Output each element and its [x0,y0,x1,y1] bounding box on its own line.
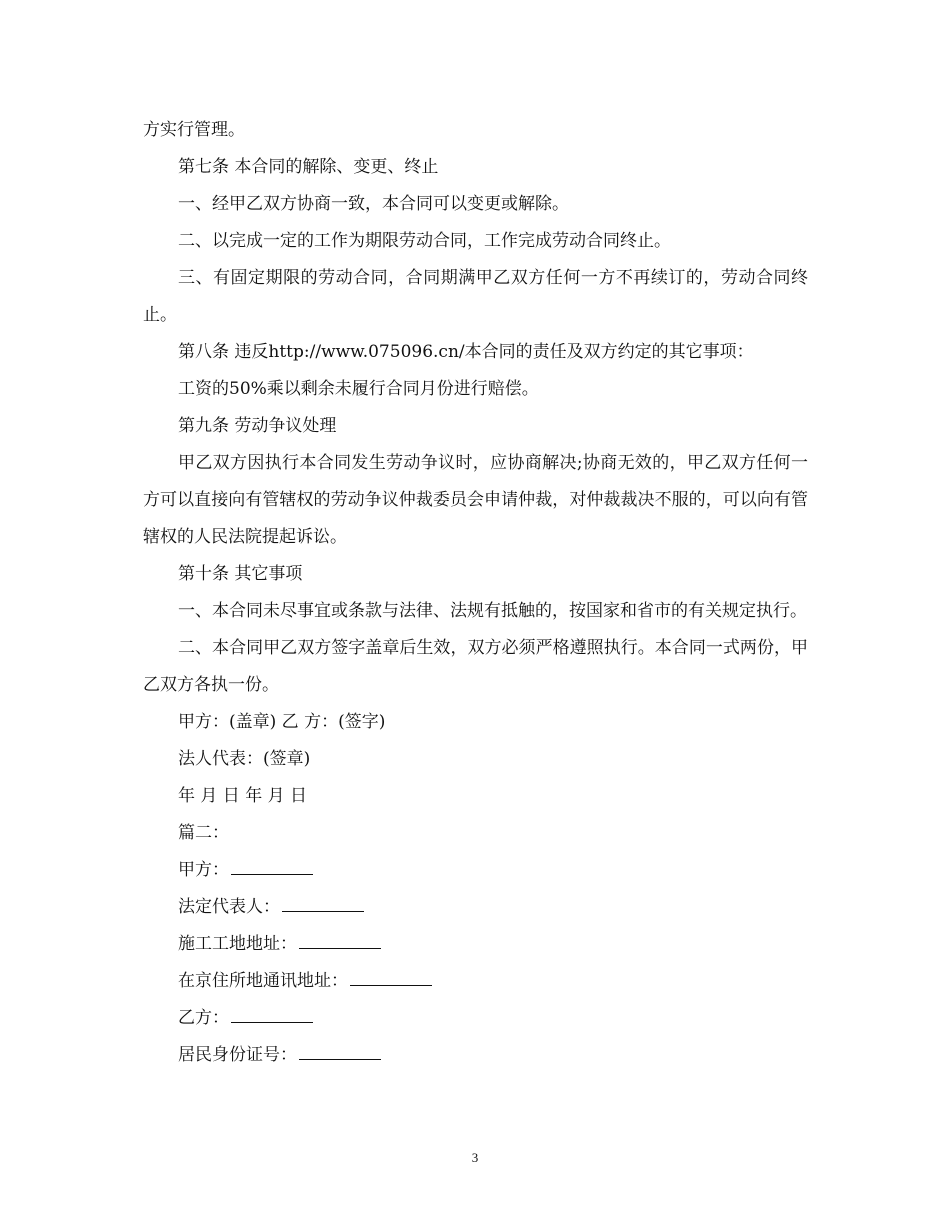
form-field-beijing-address [143,963,808,1000]
document-body [143,112,808,1074]
paragraph: 三、有固定期限的劳动合同，合同期满甲乙双方任何一方不再续订的，劳动合同终止。 [143,268,808,325]
field-label: 法定代表人： [178,897,280,917]
form-field-party-a [143,852,808,889]
form-field-legal-representative [143,889,808,926]
fill-in-blank [299,1041,381,1060]
paragraph: 二、以完成一定的工作为期限劳动合同，工作完成劳动合同终止。 [178,231,671,251]
form-field-site-address [143,926,808,963]
paragraph: 一、经甲乙双方协商一致，本合同可以变更或解除。 [178,194,569,214]
signature-line: 法人代表：(签章) [178,749,311,769]
date-line: 年 月 日 年 月 日 [178,786,308,806]
paragraph: 二、本合同甲乙双方签字盖章后生效，双方必须严格遵照执行。本合同一式两份，甲乙双方各执一份。 [143,638,808,695]
paragraph: 甲乙双方因执行本合同发生劳动争议时，应协商解决;协商无效的，甲乙双方任何一方可以直接向有管辖权的劳动争议仲裁委员会申请仲裁，对仲裁裁决不服的，可以向有管辖权的人民法院提起诉讼。 [143,453,808,547]
page-number: 3 [471,1150,479,1165]
paragraph: 一、本合同未尽事宜或条款与法律、法规有抵触的，按国家和省市的有关规定执行。 [178,601,807,621]
paragraph: 方实行管理。 [143,120,245,140]
article-9-heading: 第九条 劳动争议处理 [178,416,337,436]
form-field-party-b [143,1000,808,1037]
field-label: 乙方： [178,1008,229,1028]
field-label: 居民身份证号： [178,1045,297,1065]
article-10-heading: 第十条 其它事项 [178,564,303,584]
paragraph: 工资的50%乘以剩余未履行合同月份进行赔偿。 [178,379,539,399]
form-field-id-number [143,1037,808,1074]
section-heading: 篇二： [178,823,229,843]
field-label: 甲方： [178,860,229,880]
fill-in-blank [299,930,381,949]
fill-in-blank [282,893,364,912]
fill-in-blank [231,1004,313,1023]
signature-line: 甲方：(盖章) 乙 方：(签字) [178,712,386,732]
fill-in-blank [350,967,432,986]
article-7-heading: 第七条 本合同的解除、变更、终止 [178,157,439,177]
article-8-heading: 第八条 违反http://www.075096.cn/本合同的责任及双方约定的其它事项： [178,342,754,362]
field-label: 施工工地地址： [178,934,297,954]
fill-in-blank [231,856,313,875]
field-label: 在京住所地通讯地址： [178,971,348,991]
